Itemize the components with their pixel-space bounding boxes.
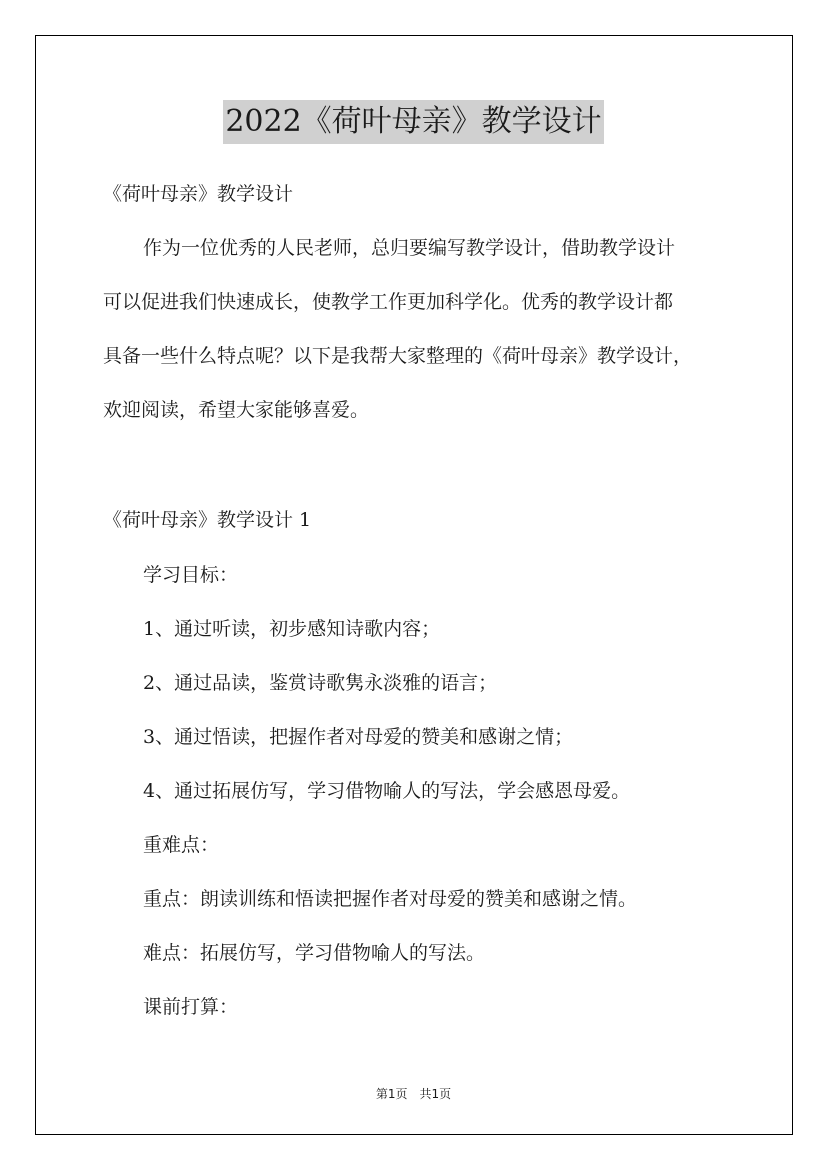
page-number: 第1页 共1页 — [375, 1087, 452, 1101]
intro-line-3: 具备一些什么特点呢？以下是我帮大家整理的《荷叶母亲》教学设计， — [103, 345, 693, 367]
goal-item-1: 1、通过听读，初步感知诗歌内容； — [143, 618, 441, 640]
intro-line-4: 欢迎阅读，希望大家能够喜爱。 — [103, 399, 370, 421]
key-heading: 重难点： — [143, 834, 220, 856]
goal-item-4: 4、通过拓展仿写，学习借物喻人的写法，学会感恩母爱。 — [143, 780, 631, 802]
section-title: 《荷叶母亲》教学设计 1 — [103, 509, 312, 531]
goals-heading: 学习目标： — [143, 564, 239, 586]
document-title: 2022《荷叶母亲》教学设计 — [223, 100, 603, 144]
document-subtitle: 《荷叶母亲》教学设计 — [103, 183, 294, 205]
goal-item-2: 2、通过品读，鉴赏诗歌隽永淡雅的语言； — [143, 672, 498, 694]
prep-heading: 课前打算： — [143, 996, 239, 1018]
title-container — [0, 100, 827, 144]
key-point: 重点：朗读训练和悟读把握作者对母爱的赞美和感谢之情。 — [143, 888, 638, 910]
difficult-point: 难点：拓展仿写，学习借物喻人的写法。 — [143, 942, 486, 964]
intro-line-2: 可以促进我们快速成长，使教学工作更加科学化。优秀的教学设计都 — [103, 291, 674, 313]
goal-item-3: 3、通过悟读，把握作者对母爱的赞美和感谢之情； — [143, 726, 574, 748]
intro-line-1: 作为一位优秀的人民老师，总归要编写教学设计，借助教学设计 — [143, 237, 676, 259]
